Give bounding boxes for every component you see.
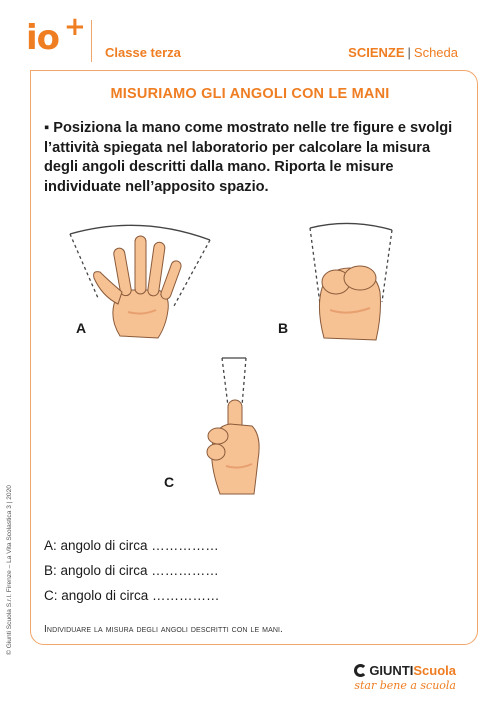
giunti-g-icon xyxy=(354,664,367,677)
logo-plus: + xyxy=(64,12,86,42)
figure-label-c: C xyxy=(164,474,175,490)
instruction-text: ▪ Posiziona la mano come mostrato nelle tre figure e svolgi l’attività spiegata nel laboratorio per calcolare la misura degli angoli descritti dalla mano. Riporta le misure individuate nell’apposito spazio. xyxy=(44,120,453,195)
subject-separator: | xyxy=(407,45,411,60)
thumb-up-icon xyxy=(196,356,276,498)
giunti-scuola-logo xyxy=(354,663,456,692)
answer-lines xyxy=(44,538,220,613)
brand-name xyxy=(354,663,456,678)
answer-line-a: A: angolo di circa …………… xyxy=(44,538,219,553)
subject-label xyxy=(348,45,458,60)
grade-label: Classe terza xyxy=(105,45,181,60)
answer-line-c: C: angolo di circa …………… xyxy=(44,588,220,603)
sheet-type: Scheda xyxy=(413,45,458,60)
answer-line-b: B: angolo di circa …………… xyxy=(44,563,219,578)
figure-label-a: A xyxy=(76,320,87,336)
io-plus-logo xyxy=(26,12,86,58)
figure-label-b: B xyxy=(278,320,289,336)
logo-text: io xyxy=(26,18,60,58)
learning-goal-caption: Individuare la misura degli angoli descritti con le mani. xyxy=(44,624,283,635)
brand-slogan: star bene a scuola xyxy=(354,679,456,692)
subject-name: SCIENZE xyxy=(348,45,405,60)
worksheet-title: MISURIAMO GLI ANGOLI CON LE MANI xyxy=(110,86,390,102)
header-divider xyxy=(91,20,92,62)
brand-part-2: Scuola xyxy=(413,663,456,678)
fist-icon xyxy=(300,218,400,348)
copyright-credit: © Giunti Scuola S.r.l. Firenze – La Vita Scolastica 3 | 2020 xyxy=(6,485,13,655)
brand-part-1: GIUNTI xyxy=(369,663,414,678)
